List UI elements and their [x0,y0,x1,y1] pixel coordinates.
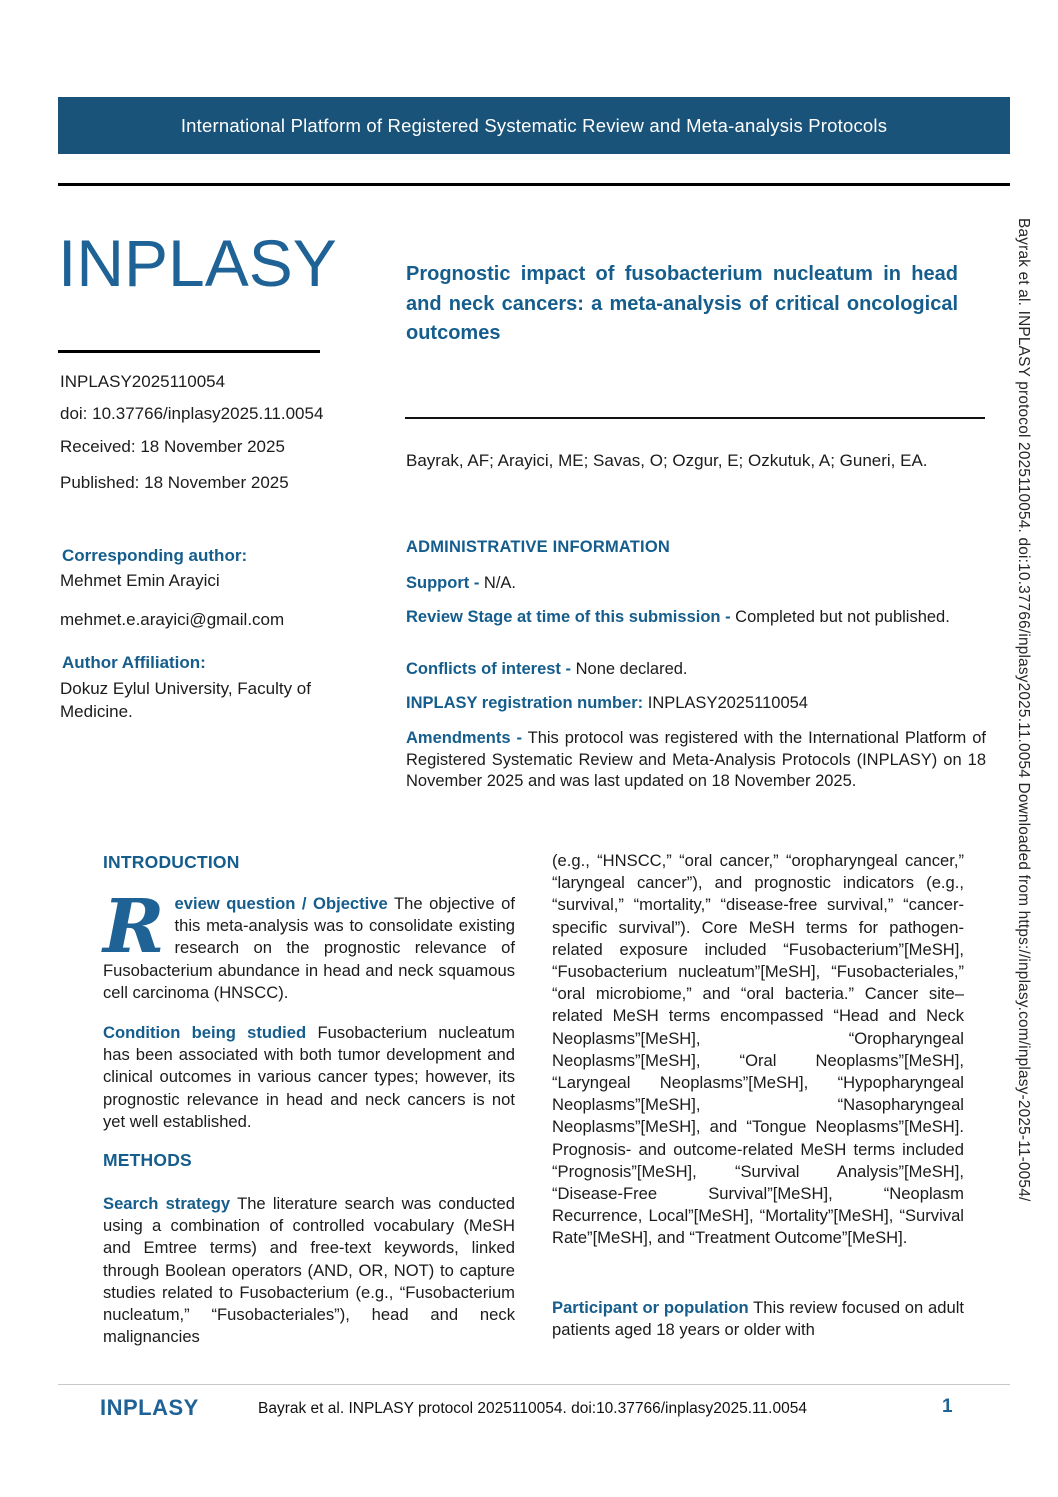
admin-review-stage-value: Completed but not published. [735,608,950,626]
registration-id: INPLASY2025110054 [60,372,226,391]
introduction-heading: INTRODUCTION [103,852,240,872]
participant-text: This review focused on adult patients aged 18 years or older with [552,1298,964,1340]
footer-page-number: 1 [942,1396,953,1417]
condition-text: Fusobacterium nucleatum has been associated with both tumor development and clinical outcomes in various cancer types; however, its prognostic relevance in head and neck cancers is not yet well established. [103,1023,515,1131]
administrative-information-heading: ADMINISTRATIVE INFORMATION [406,538,670,556]
admin-registration-number-value: INPLASY2025110054 [647,694,808,712]
platform-banner-text: International Platform of Registered Systematic Review and Meta-analysis Protocols [180,114,888,136]
vertical-citation-text: Bayrak et al. INPLASY protocol 2025110054. doi:10.37766/inplasy2025.11.0054 Downloaded from https://inplasy.com/inplasy-2025-11-0054/ [1015,218,1032,1202]
participant-paragraph [552,1297,964,1341]
review-question-paragraph [103,884,515,1004]
corresponding-author-name: Mehmet Emin Arayici [60,571,220,590]
admin-conflicts-value: None declared. [575,660,688,678]
logo-underline [58,350,320,353]
search-strategy-paragraph [103,1193,515,1348]
review-question-label: eview question / Objective [174,894,388,913]
published-date: Published: 18 November 2025 [60,473,289,492]
corresponding-author-email: mehmet.e.arayici@gmail.com [60,610,285,629]
participant-label: Participant or population [552,1298,749,1317]
admin-registration-number-label: INPLASY registration number: [406,694,644,712]
admin-support [406,573,986,595]
condition-paragraph [103,1022,515,1133]
search-strategy-label: Search strategy [103,1194,231,1213]
search-strategy-text: The literature search was conducted using a combination of controlled vocabulary (MeSH and Emtree terms) and free-text keywords, linked through Boolean operators (AND, OR, NOT) to capture studies related to Fusobacterium (e.g., “Fusobacterium nucleatum,” “Fusobacteriales”), head and neck malignancies [103,1194,515,1347]
admin-amendments-label: Amendments - [406,729,522,747]
platform-banner [58,97,1010,154]
title-divider-line [405,417,985,419]
condition-label: Condition being studied [103,1023,307,1042]
author-affiliation-text: Dokuz Eylul University, Faculty of Medicine. [60,679,311,721]
admin-review-stage [406,607,986,629]
review-question-text: The objective of this meta-analysis was to consolidate existing research on the prognostic relevance of Fusobacterium abundance in head and neck squamous cell carcinoma (HNSCC). [103,894,515,1002]
dropcap-r: R [103,884,165,970]
footer-inplasy-logo: INPLASY [100,1395,199,1420]
admin-conflicts [406,659,986,681]
inplasy-logo: INPLASY [58,226,337,300]
methods-heading: METHODS [103,1150,192,1170]
admin-support-value: N/A. [483,574,517,592]
admin-support-label: Support - [406,574,480,592]
corresponding-author-heading: Corresponding author: [62,546,248,565]
admin-conflicts-label: Conflicts of interest - [406,660,572,678]
author-list: Bayrak, AF; Arayici, ME; Savas, O; Ozgur, E; Ozkutuk, A; Guneri, EA. [406,451,928,470]
footer-citation: Bayrak et al. INPLASY protocol 2025110054. doi:10.37766/inplasy2025.11.0054 [258,1400,807,1417]
admin-registration-number [406,693,986,715]
admin-amendments-value: This protocol was registered with the International Platform of Registered Systematic Review and Meta-Analysis Protocols (INPLASY) on 18 November 2025 and was last updated on 18 November 2025. [406,729,986,790]
author-affiliation-heading: Author Affiliation: [62,653,206,672]
admin-amendments [406,728,986,793]
doi-line: doi: 10.37766/inplasy2025.11.0054 [60,404,324,423]
article-title: Prognostic impact of fusobacterium nucleatum in head and neck cancers: a meta-analysis of critical oncological outcomes [406,263,958,344]
admin-review-stage-label: Review Stage at time of this submission - [406,608,731,626]
top-divider-line [58,183,1010,186]
received-date: Received: 18 November 2025 [60,437,285,456]
search-strategy-continued-paragraph: (e.g., “HNSCC,” “oral cancer,” “oropharyngeal cancer,” “laryngeal cancer”), and prognostic indicators (e.g., “survival,” “mortality,” “disease-free survival,” “cancer-specific survival”). Core MeSH terms for pathogen-related exposure included “Fusobacterium”[MeSH], “Fusobacterium nucleatum”[MeSH], “Fusobacteriales,” “oral microbiome,” and “oral bacteria.” Cancer site–related MeSH terms encompassed “Head and Neck Neoplasms”[MeSH], “Oropharyngeal Neoplasms”[MeSH], “Oral Neoplasms”[MeSH], “Laryngeal Neoplasms”[MeSH], “Hypopharyngeal Neoplasms”[MeSH], “Nasopharyngeal Neoplasms”[MeSH], and “Tongue Neoplasms”[MeSH]. Prognosis- and outcome-related MeSH terms included “Prognosis”[MeSH], “Survival Analysis”[MeSH], “Disease-Free Survival”[MeSH], “Neoplasm Recurrence, Local”[MeSH], “Mortality”[MeSH], “Survival Rate”[MeSH], and “Treatment Outcome”[MeSH]. [552,851,964,1248]
footer-divider-line [58,1384,1010,1385]
